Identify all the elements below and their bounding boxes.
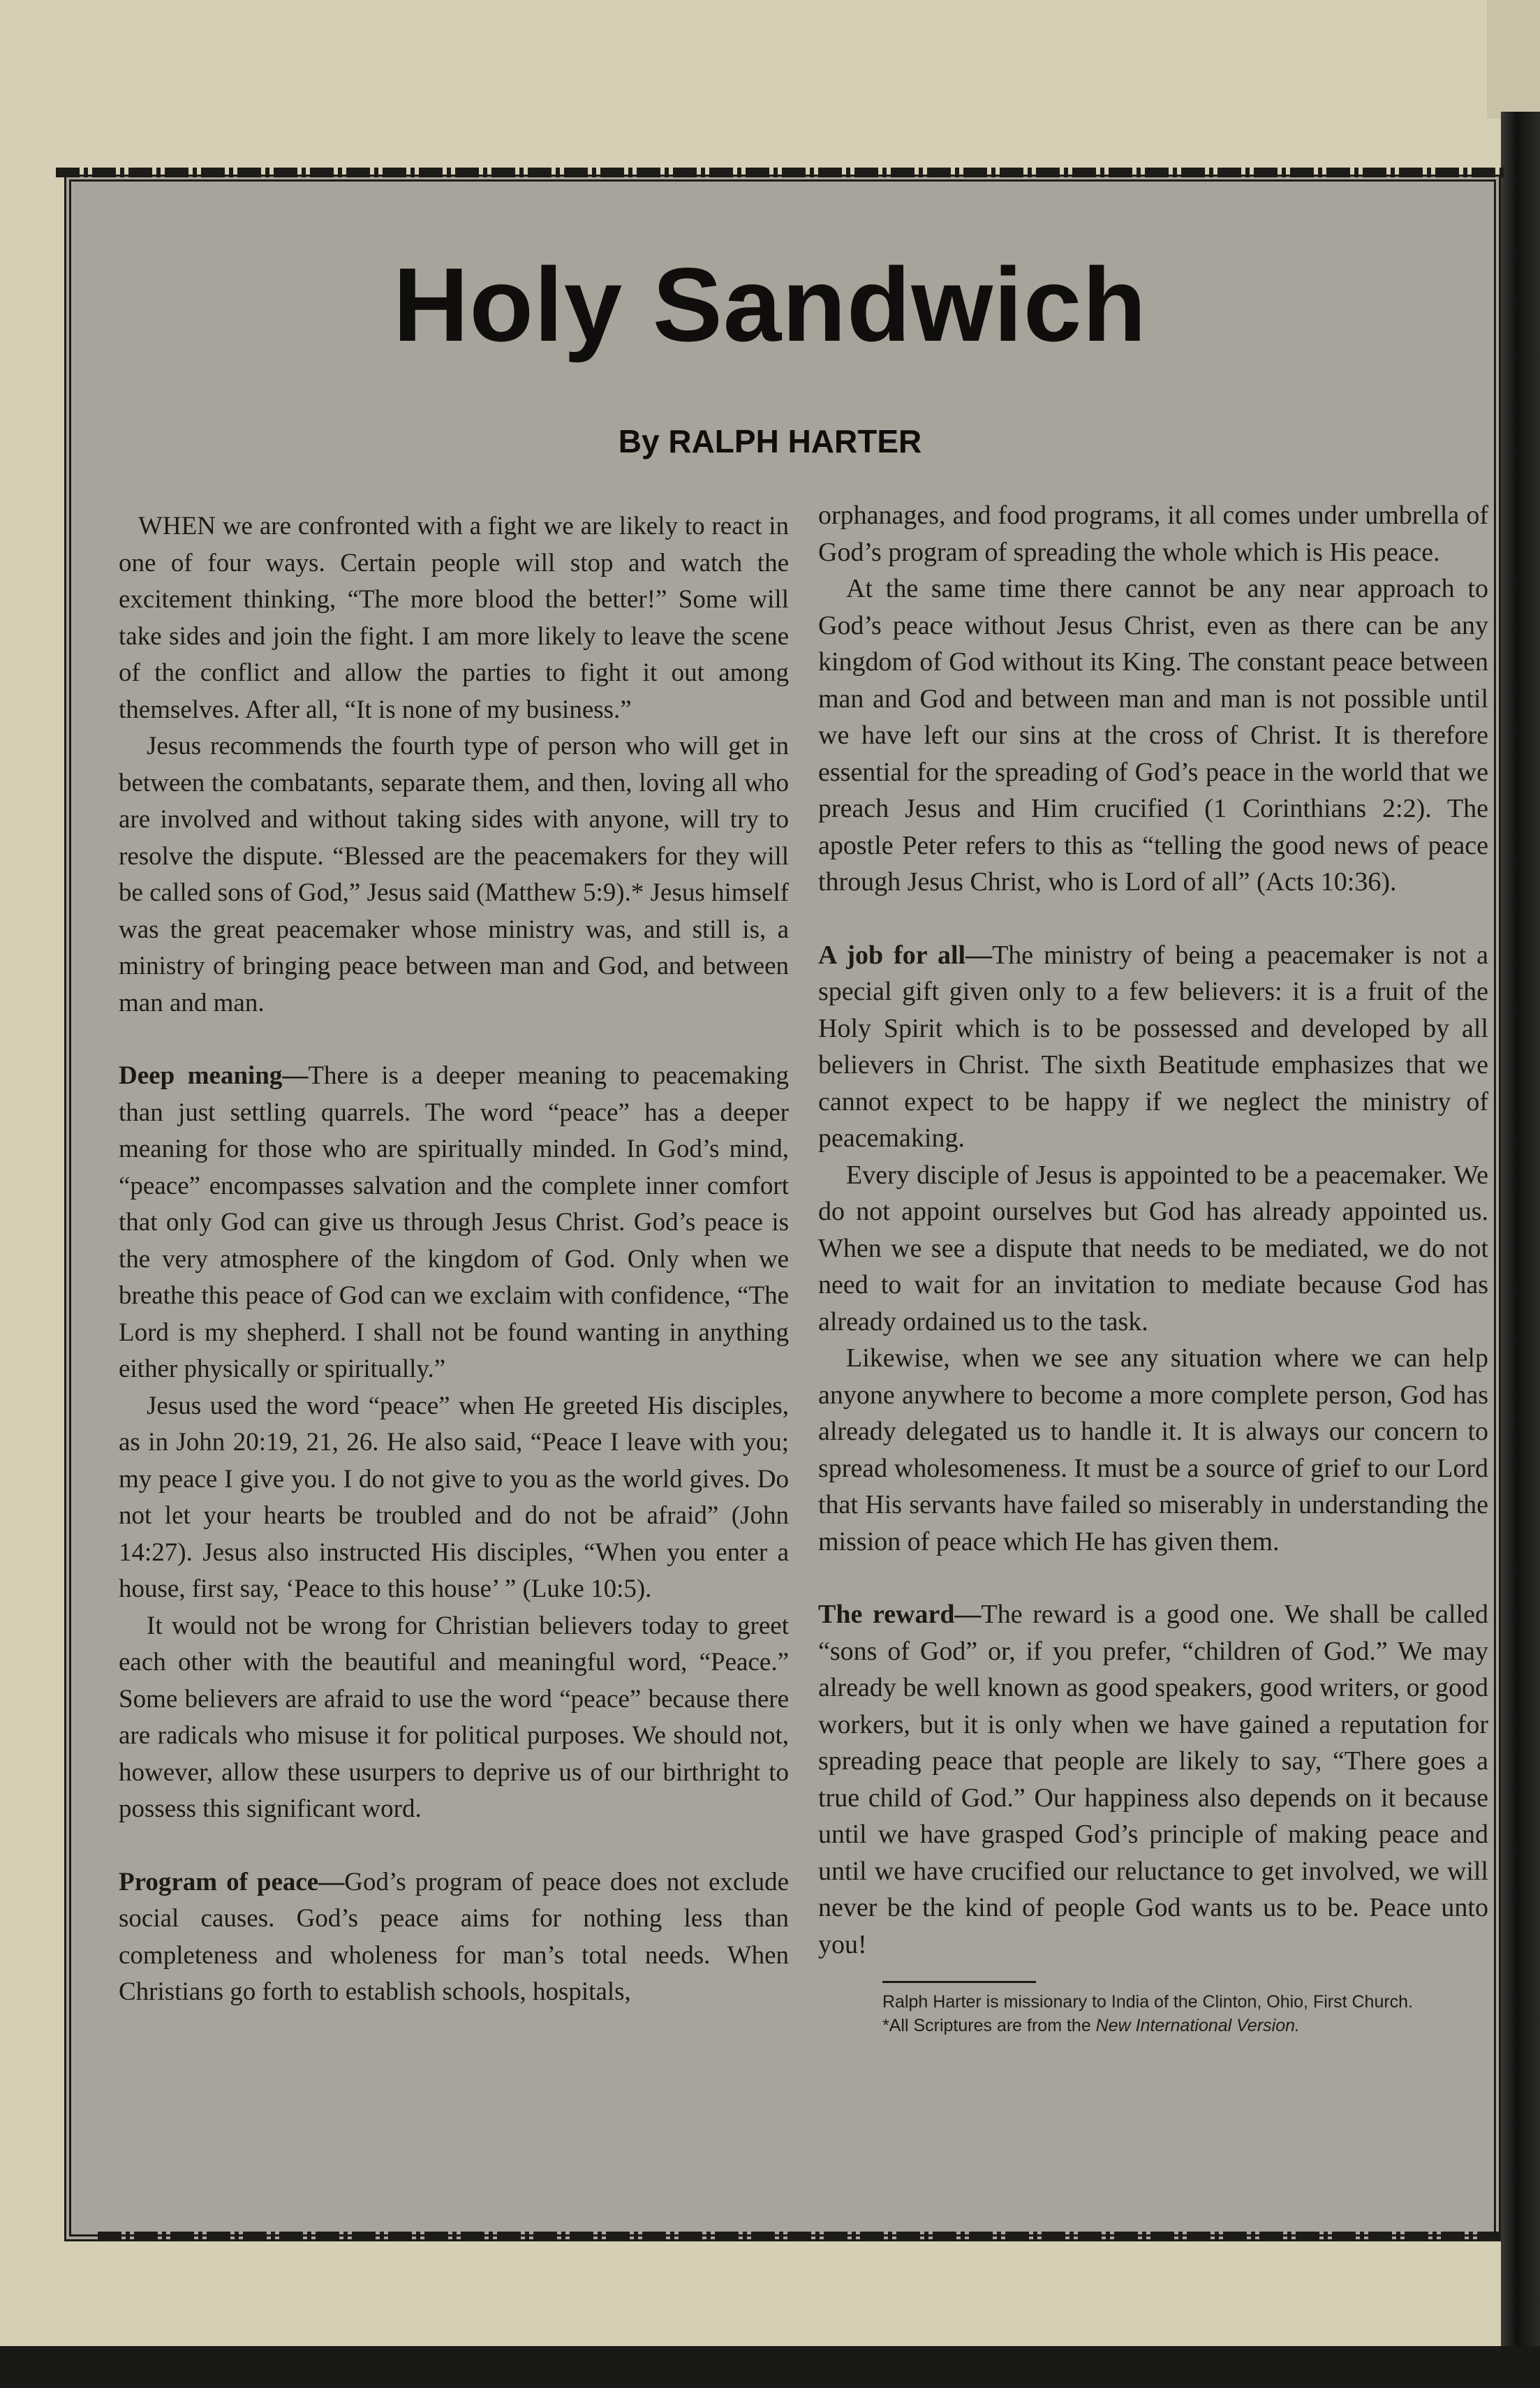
paragraph: It would not be wrong for Christian believers today to greet each other with the beautiful and meaningful word, “Peace.” Some believers are afraid to use the word “peace” because there are radicals who misuse it for political purposes. We should not, however, allow these usurpers to deprive us of our birthright to possess this significant word.	[119, 1611, 789, 1823]
rope-border-bottom	[98, 2232, 1501, 2241]
author-note: Ralph Harter is missionary to India of the Clinton, Ohio, First Church.	[882, 1992, 1414, 2012]
section-text: There is a deeper meaning to peacemaking than just settling quarrels. The word “peace” has a deeper meaning for those who are spiritually minded. In God’s mind, “peace” encompasses salvation and the complete inner comfort that only God can give us through Jesus Christ. God’s peace is the very atmosphere of the kingdom of God. Only when we breathe this peace of God can we exclaim with confidence, “The Lord is my shepherd. I shall not be found wanting in anything either physically or spiritually.”	[119, 1061, 789, 1383]
section-heading: Program of peace—	[119, 1867, 345, 1896]
section-text: The reward is a good one. We shall be called “sons of God” or, if you prefer, “children of God.” We may already be well known as good speakers, good writers, or good workers, but it is only when we have gained a reputation for spreading peace that people are likely to say, “There goes a true child of God.” Our happiness also depends on it because until we have grasped God’s principle of making peace and until we have crucified our reluctance to get involved, we will never be the kind of people God wants us to be. Peace unto you!	[818, 1600, 1488, 1959]
scripture-note	[818, 2014, 1488, 2037]
section-heading: The reward—	[818, 1600, 982, 1629]
rope-border-top	[56, 168, 1508, 177]
section-a-job-for-all	[818, 937, 1488, 1157]
article-byline: By RALPH HARTER	[618, 423, 922, 459]
paragraph: Likewise, when we see any situation where we can help anyone anywhere to become a more complete person, God has already delegated us to handle it. It is always our concern to spread wholesomeness. It must be a source of grief to our Lord that His servants have failed so miserably in understanding the mission of peace which He has given them.	[818, 1343, 1488, 1556]
paragraph: WHEN we are confronted with a fight we are likely to react in one of four ways. Certain people will stop and watch the excitement thinking, “The more blood the better!” Some will take sides and join the fight. I am more likely to leave the scene of the conflict and allow the parties to fight it out among themselves. After all, “It is none of my business.”	[119, 512, 789, 724]
footnote-divider	[882, 1981, 1036, 1983]
section-text: God’s program of peace does not exclude social causes. God’s peace aims for nothing less than completeness and wholeness for man’s total needs. When Christians go forth to establish schools, hospitals,	[119, 1867, 790, 2006]
section-deep-meaning	[119, 1058, 789, 1388]
article-title: Holy Sandwich	[393, 246, 1147, 363]
right-column	[818, 497, 1488, 2037]
paragraph: At the same time there cannot be any near approach to God’s peace without Jesus Christ, even as there can be any kingdom of God without its King. The constant peace between man and God and between man and man is not possible until we have left our sins at the cross of Christ. It is therefore essential for the spreading of God’s peace in the world that we preach Jesus and Him crucified (1 Corinthians 2:2). The apostle Peter refers to this as “telling the good news of peace through Jesus Christ, who is Lord of all” (Acts 10:36).	[818, 574, 1488, 897]
section-the-reward	[818, 1596, 1488, 1963]
left-column	[119, 508, 789, 2011]
paragraph: Jesus recommends the fourth type of person who will get in between the combatants, separate them, and then, loving all who are involved and without taking sides with anyone, will try to resolve the dispute. “Blessed are the peacemakers for they will be called sons of God,” Jesus said (Matthew 5:9).* Jesus himself was the great peacemaker whose ministry was, and still is, a ministry of bringing peace between man and God, and between man and man.	[119, 732, 789, 1017]
page-edge	[1487, 0, 1540, 119]
scripture-version: New International Version.	[1095, 2016, 1300, 2035]
bottom-shadow	[0, 2346, 1540, 2388]
paragraph: orphanages, and food programs, it all comes under umbrella of God’s program of spreading the whole which is His peace.	[818, 501, 1488, 567]
section-text: The ministry of being a peacemaker is not a special gift given only to a few believers: it is a fruit of the Holy Spirit which is to be possessed and developed by all believers in Christ. The sixth Beatitude emphasizes that we cannot expect to be happy if we neglect the ministry of peacemaking.	[818, 940, 1488, 1153]
paragraph: Every disciple of Jesus is appointed to be a peacemaker. We do not appoint ourselves but God has already appointed us. When we see a dispute that needs to be mediated, we do not need to wait for an invitation to mediate because God has already ordained us to the task.	[818, 1160, 1488, 1336]
section-heading: A job for all—	[818, 940, 993, 970]
paragraph: Jesus used the word “peace” when He greeted His disciples, as in John 20:19, 21, 26. He also said, “Peace I leave with you; my peace I give you. I do not give to you as the world gives. Do not let your hearts be troubled and do not be afraid” (John 14:27). Jesus also instructed His disciples, “When you enter a house, first say, ‘Peace to this house’ ” (Luke 10:5).	[119, 1391, 789, 1603]
scripture-note-text: *All Scriptures are from the	[882, 2016, 1096, 2035]
section-program-of-peace	[119, 1864, 789, 2011]
section-heading: Deep meaning—	[119, 1061, 309, 1090]
